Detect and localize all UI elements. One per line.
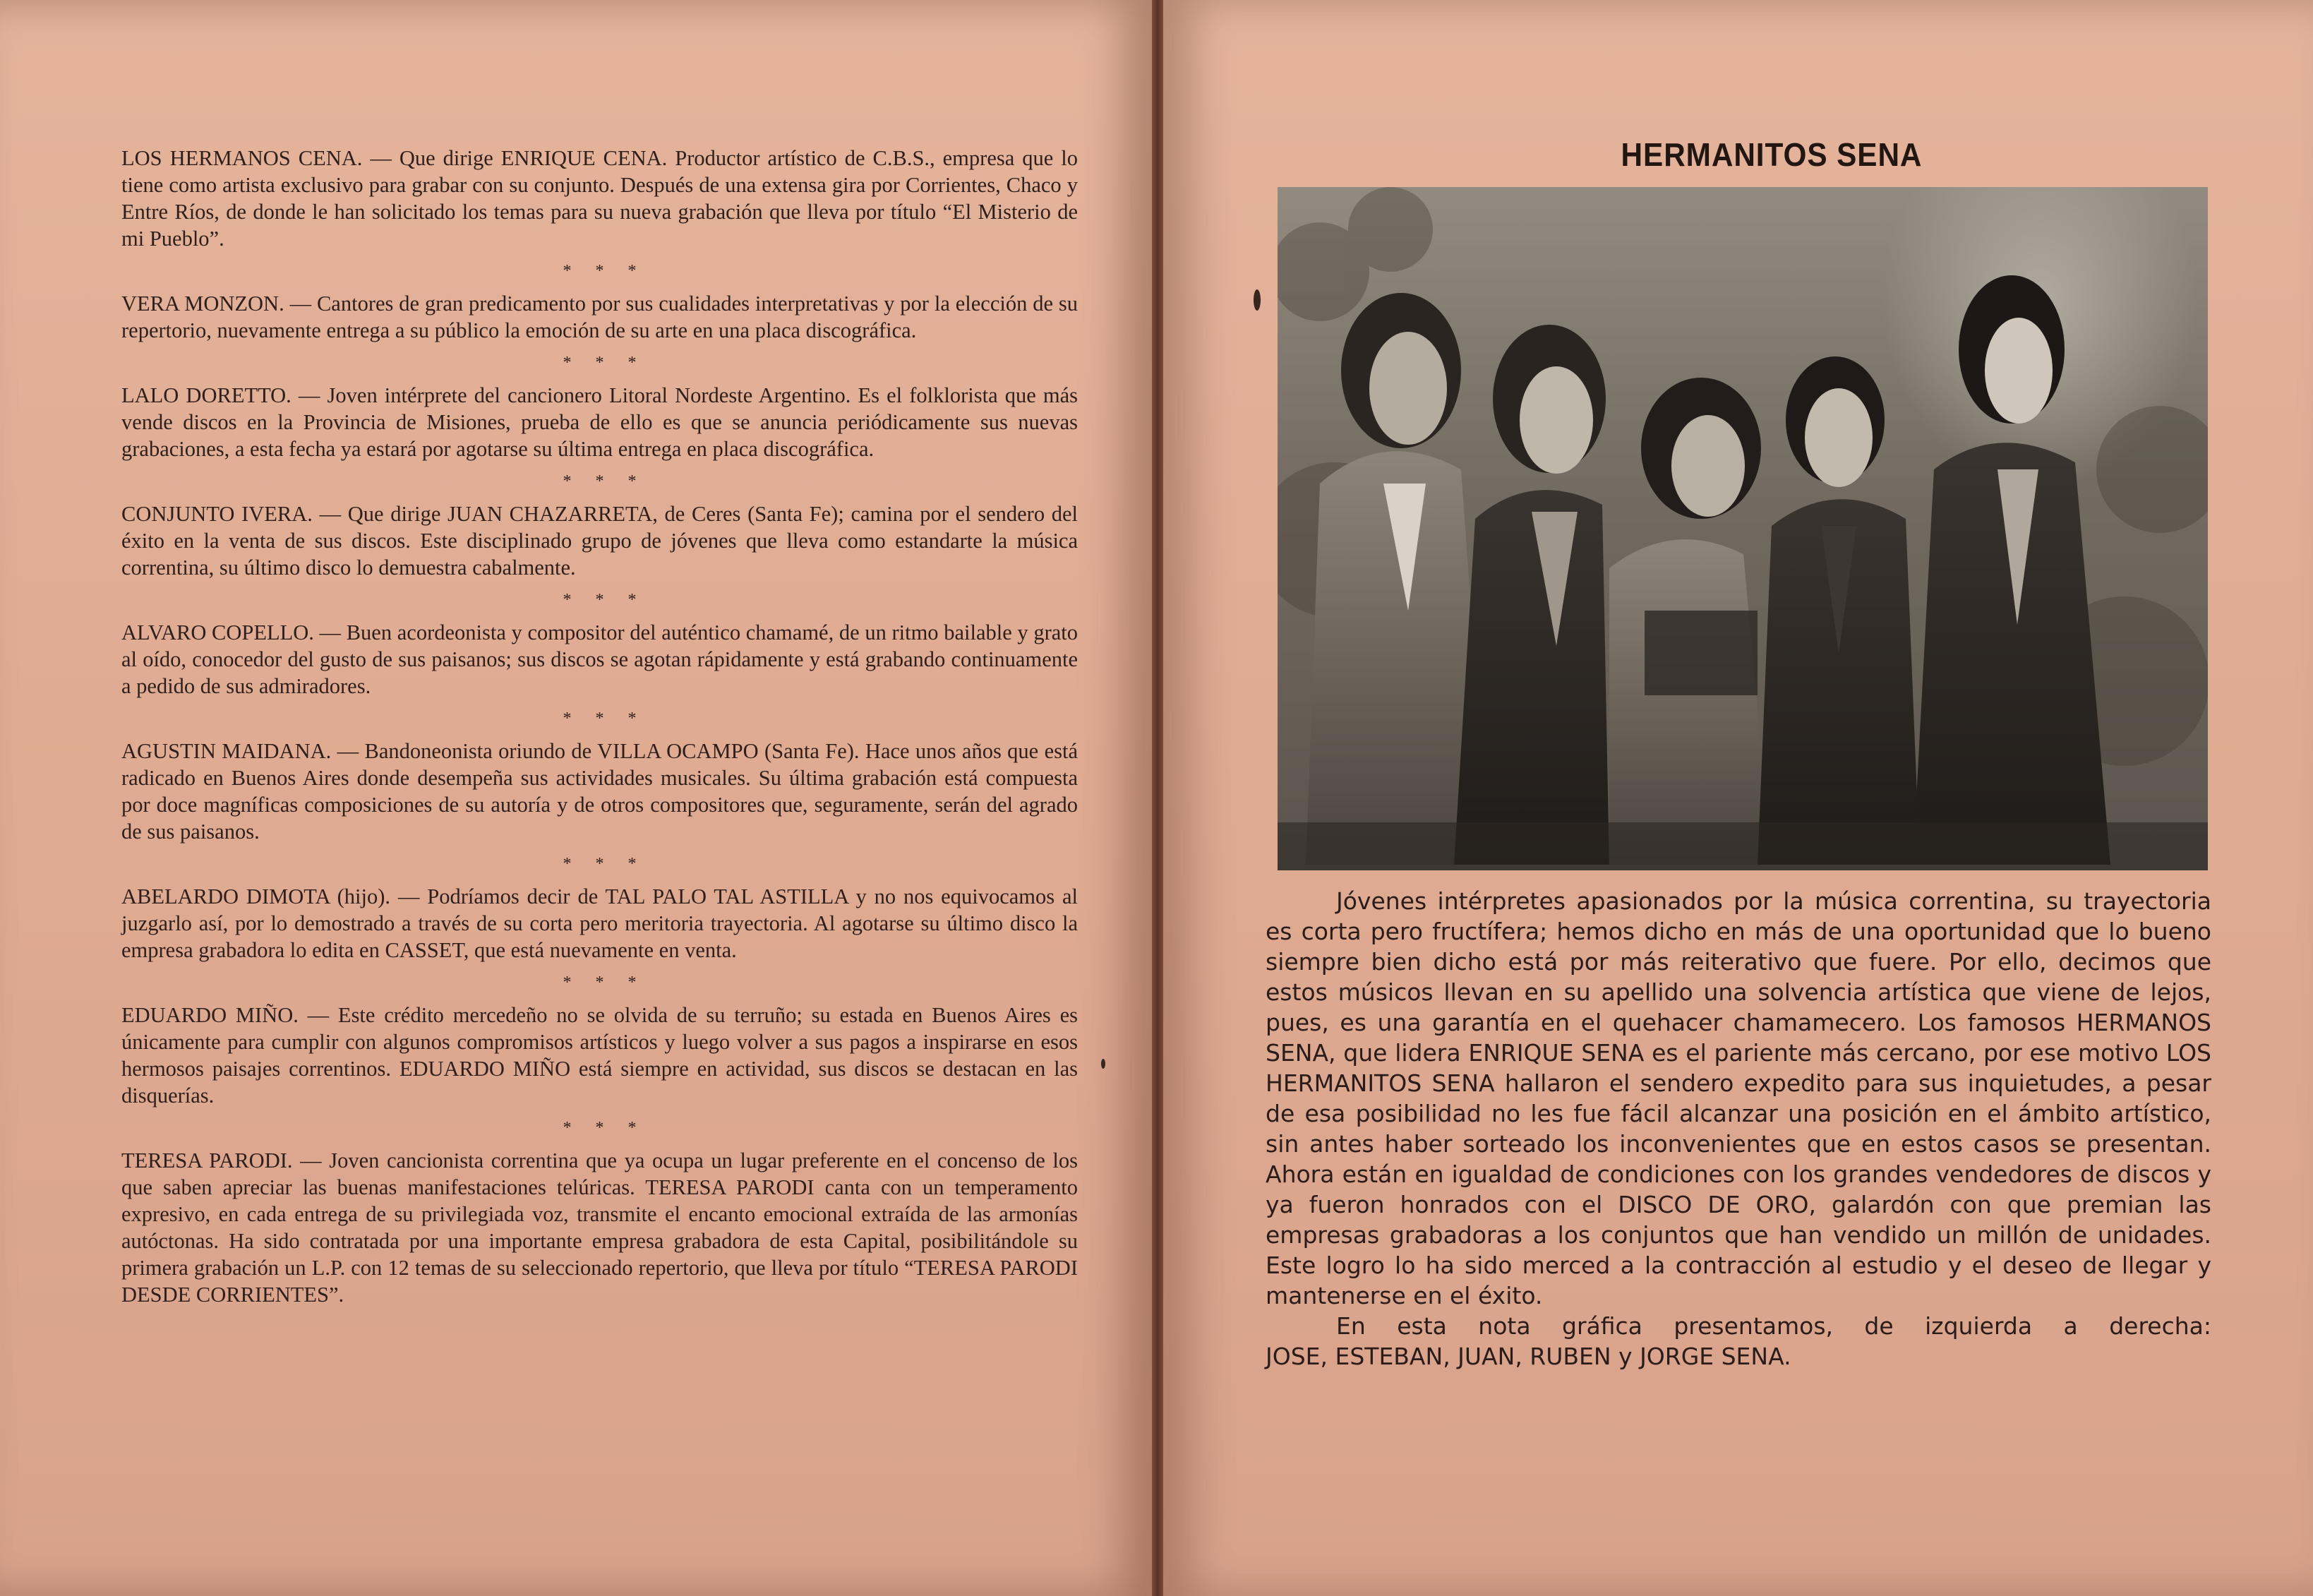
entry-conjunto-ivera: CONJUNTO IVERA. — Que dirige JUAN CHAZARRETA, de Ceres (Santa Fe); camina por el sendero del éxito en la venta de sus discos. Este disciplinado grupo de jóvenes que lleva como estandarte la música correntina, su último disco lo demuestra cabalmente.	[121, 502, 1078, 580]
article-paragraph: Jóvenes intérpretes apasionados por la música correntina, su trayectoria es corta pero fructífera; hemos dicho en más de una oportunidad que lo bueno siempre bien dicho está por más reiterativo que fuere. Por ello, decimos que estos músicos llevan en su apellido una solvencia artística que viene de lejos, pues, es una garantía en el quehacer chamamecero. Los famosos HERMANOS SENA, que lidera ENRIQUE SENA es el pariente más cercano, por ese motivo LOS HERMANITOS SENA hallaron el sendero expedito para sus inquietudes, a pesar de esa posibilidad no les fue fácil alcanzar una posición en el ámbito artístico, sin antes haber sorteado los inconvenientes que en estos casos se presentan. Ahora están en igualdad de condiciones con los grandes vendedores de discos y ya fueron honrados con el DISCO DE ORO, galardón con que premian las empresas grabadoras a los conjuntos que han vendido un millón de unidades. Este logro lo ha sido merced a la contracción al estudio y el deseo de llegar y mantenerse en el éxito.	[1266, 887, 2211, 1309]
photo-credits-names: JOSE, ESTEBAN, JUAN, RUBEN y JORGE SENA.	[1266, 1343, 1791, 1370]
ink-speck	[1254, 289, 1261, 311]
group-photo	[1278, 187, 2208, 870]
photo-credits-intro: En esta nota gráfica presentamos, de izquierda a derecha:	[1336, 1312, 2211, 1340]
separator: * * *	[563, 1119, 647, 1137]
entry-alvaro-copello: ALVARO COPELLO. — Buen acordeonista y compositor del auténtico chamamé, de un ritmo bailable y grato al oído, conocedor del gusto de sus paisanos; sus discos se agotan rápidamente y está grabando continuamente a pedido de sus admiradores.	[121, 620, 1078, 698]
book-spine	[1152, 0, 1163, 1596]
photo-figures	[1278, 187, 2208, 870]
separator: * * *	[563, 472, 647, 491]
article-body	[1266, 886, 2211, 1372]
separator: * * *	[563, 354, 647, 372]
separator: * * *	[563, 591, 647, 609]
entry-teresa-parodi: TERESA PARODI. — Joven cancionista correntina que ya ocupa un lugar preferente en el concenso de los que saben apreciar las buenas manifestaciones telúricas. TERESA PARODI canta con un temperamento expresivo, en cada entrega de su privilegiada voz, transmite el encanto emocional extraída de las armonías autóctonas. Ha sido contratada por una importante empresa grabadora de esta Capital, posibilitándole su primera grabación un L.P. con 12 temas de su seleccionado repertorio, que lleva por título “TERESA PARODI DESDE CORRIENTES”.	[121, 1148, 1078, 1307]
separator: * * *	[563, 709, 647, 728]
article-title: HERMANITOS SENA	[1621, 136, 1923, 173]
ink-speck	[1101, 1059, 1105, 1069]
entry-los-hermanos-cena: LOS HERMANOS CENA. — Que dirige ENRIQUE CENA. Productor artístico de C.B.S., empresa que lo tiene como artista exclusivo para grabar con su conjunto. Después de una extensa gira por Corrientes, Chaco y Entre Ríos, de donde le han solicitado los temas para su nueva grabación que lleva por título “El Misterio de mi Pueblo”.	[121, 146, 1078, 251]
entry-eduardo-mino: EDUARDO MIÑO. — Este crédito mercedeño no se olvida de su terruño; su estada en Buenos Aires es únicamente para cumplir con algunos compromisos artísticos y luego volver a sus pagos a inspirarse en esos hermosos paisajes correntinos. EDUARDO MIÑO está siempre en actividad, sus discos se destacan en las disquerías.	[121, 1003, 1078, 1108]
entry-abelardo-dimota: ABELARDO DIMOTA (hijo). — Podríamos decir de TAL PALO TAL ASTILLA y no nos equivocamos al juzgarlo así, por lo demostrado a través de su corta pero meritoria trayectoria. Al agotarse su último disco la empresa grabadora lo edita en CASSET, que está nuevamente en venta.	[121, 884, 1078, 962]
entry-lalo-doretto: LALO DORETTO. — Joven intérprete del cancionero Litoral Nordeste Argentino. Es el folklorista que más vende discos en la Provincia de Misiones, prueba de ello es que se anuncia periódicamente sus nuevas grabaciones, a esta fecha ya estará por agotarse su última entrega en placa discográfica.	[121, 383, 1078, 461]
artist-entries-column	[121, 145, 1078, 1308]
separator: * * *	[563, 262, 647, 280]
separator: * * *	[563, 855, 647, 873]
entry-vera-monzon: VERA MONZON. — Cantores de gran predicamento por sus cualidades interpretativas y por la elección de su repertorio, nuevamente entrega a su público la emoción de su arte en una placa discográfica.	[121, 292, 1078, 342]
left-page	[0, 0, 1152, 1596]
separator: * * *	[563, 973, 647, 992]
entry-agustin-maidana: AGUSTIN MAIDANA. — Bandoneonista oriundo de VILLA OCAMPO (Santa Fe). Hace unos años que está radicado en Buenos Aires donde desempeña sus actividades musicales. Su última grabación está compuesta por doce magníficas composiciones de su autoría y de otros compositores que, seguramente, serán del agrado de sus paisanos.	[121, 739, 1078, 844]
